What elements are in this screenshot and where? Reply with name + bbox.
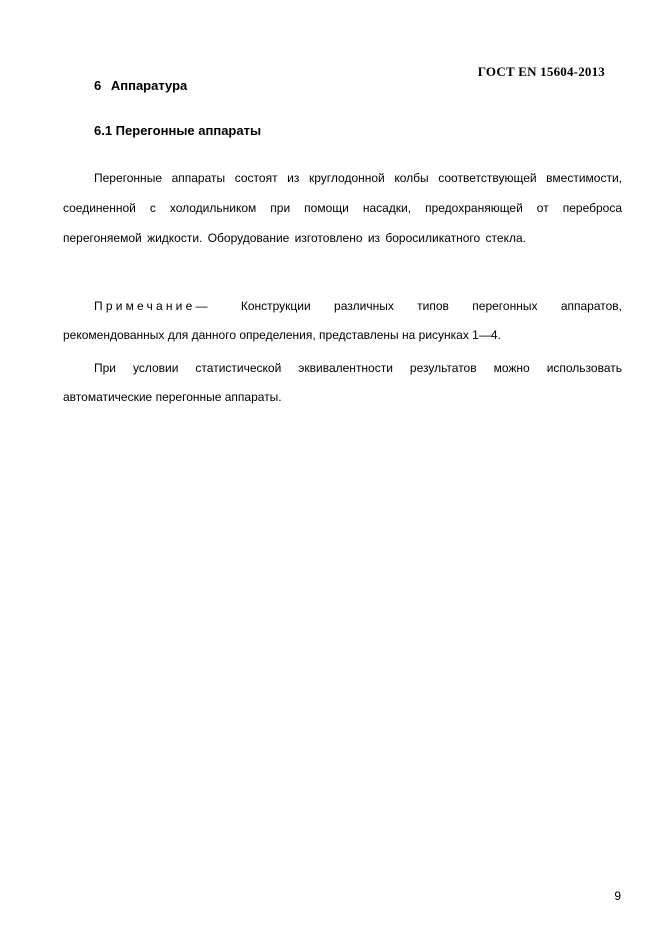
paragraph-automatic-apparatus: При условии статистической эквивалентности результатов можно использовать автоматические перегонные аппараты. bbox=[63, 361, 622, 404]
paragraph-distillation-apparatus: Перегонные аппараты состоят из круглодонной колбы соответствующей вместимости, соединенной с холодильником при помощи насадки, предохраняющей от переброса перегоняемой жидкости. Оборудование изготовлено из боросиликатного стекла. bbox=[63, 171, 622, 245]
note-label: Примечание bbox=[94, 299, 196, 313]
note-paragraph bbox=[63, 292, 622, 350]
section-heading bbox=[94, 78, 187, 93]
subsection-heading: 6.1 Перегонные аппараты bbox=[94, 123, 262, 138]
section-title: Аппаратура bbox=[110, 78, 188, 93]
section-number: 6 bbox=[94, 78, 102, 93]
note-text: Конструкции различных типов перегонных аппаратов, рекомендованных для данного определения, представлены на рисунках 1—4. bbox=[63, 299, 622, 342]
page-number: 9 bbox=[614, 889, 621, 903]
note-dash: — bbox=[195, 299, 208, 313]
standard-code-header: ГОСТ EN 15604-2013 bbox=[477, 64, 605, 79]
